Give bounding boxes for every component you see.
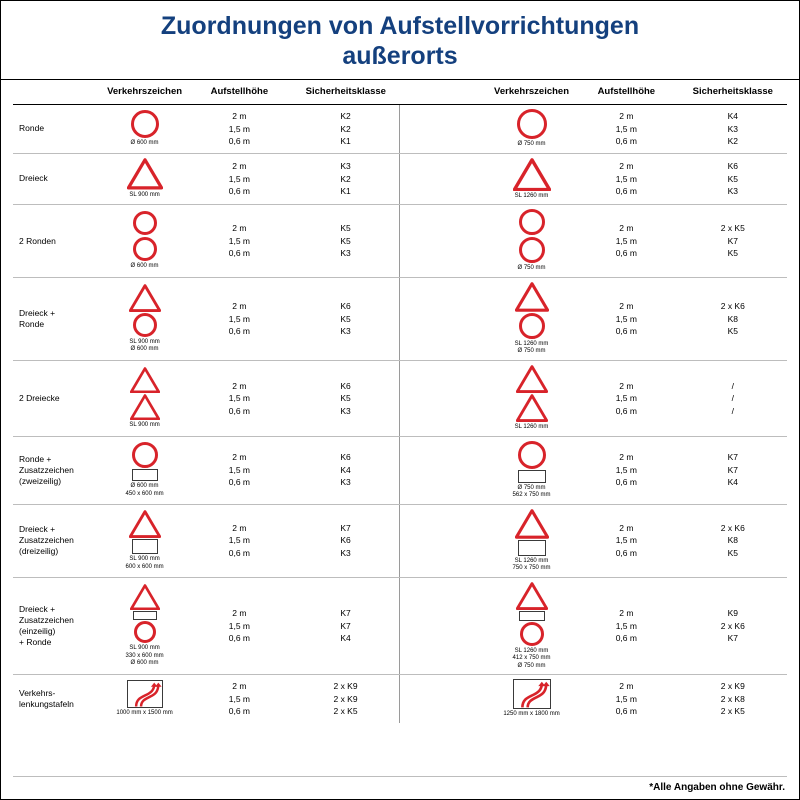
row-label-right xyxy=(400,675,489,723)
height-cell-left xyxy=(187,675,291,723)
header-height-left: Aufstellhöhe xyxy=(187,80,291,105)
sign-cell-left xyxy=(102,577,187,675)
table-body xyxy=(13,105,787,723)
circle-sign-icon xyxy=(133,237,157,261)
sign-cell-left xyxy=(102,153,187,205)
table-row xyxy=(13,105,787,154)
row-label: Dreieck xyxy=(13,153,102,205)
title-line-2: außerorts xyxy=(342,42,458,70)
class-values-left: K6 K5 K3 xyxy=(340,301,351,337)
row-label: 2 Dreiecke xyxy=(13,360,102,436)
header-sign-right: Verkehrszeichen xyxy=(489,80,574,105)
height-values-right: 2 m 1,5 m 0,6 m xyxy=(615,452,637,488)
circle-sign-icon xyxy=(133,313,157,337)
sign-cell-left xyxy=(102,675,187,723)
class-values-left: 2 x K9 2 x K9 2 x K5 xyxy=(333,681,358,717)
sign-cell-left xyxy=(102,504,187,577)
sign-cell-right xyxy=(489,153,574,205)
header-spacer-left xyxy=(13,80,102,105)
circle-sign-icon xyxy=(132,442,158,468)
sign-cell-left xyxy=(102,436,187,504)
height-values-left: 2 m 1,5 m 0,6 m xyxy=(228,608,250,644)
row-label-right xyxy=(400,504,489,577)
height-values-left: 2 m 1,5 m 0,6 m xyxy=(228,301,250,337)
height-values-right: 2 m 1,5 m 0,6 m xyxy=(615,223,637,259)
sign-graphic-right xyxy=(491,365,572,422)
sign-caption-right: SL 1260 mm 750 x 750 mm xyxy=(512,557,551,572)
sign-caption-left: SL 900 mm 330 x 600 mm Ø 600 mm xyxy=(125,645,164,667)
height-cell-left xyxy=(187,577,291,675)
triangle-sign-icon xyxy=(516,582,548,610)
sign-caption-left: Ø 600 mm xyxy=(130,263,159,270)
height-values-right: 2 m 1,5 m 0,6 m xyxy=(615,301,637,337)
sign-caption-left: SL 900 mm Ø 600 mm xyxy=(129,338,160,353)
sign-graphic-left xyxy=(104,680,185,708)
sign-caption-left: 1000 mm x 1500 mm xyxy=(116,710,173,717)
height-cell-left xyxy=(187,153,291,205)
row-label: Dreieck + Zusatzzeichen (einzeilig) + Ronde xyxy=(13,577,102,675)
height-cell-right xyxy=(574,436,678,504)
class-values-left: K6 K4 K3 xyxy=(340,452,351,488)
class-values-left: K7 K7 K4 xyxy=(340,608,351,644)
height-values-right: 2 m 1,5 m 0,6 m xyxy=(615,522,637,558)
row-label-right xyxy=(400,360,489,436)
class-cell-left xyxy=(292,153,400,205)
table-row xyxy=(13,504,787,577)
table-row xyxy=(13,277,787,360)
triangle-sign-icon xyxy=(513,158,551,191)
height-values-right: 2 m 1,5 m 0,6 m xyxy=(615,681,637,717)
row-label: Dreieck + Ronde xyxy=(13,277,102,360)
class-cell-right xyxy=(679,436,787,504)
sign-caption-left: SL 900 mm xyxy=(129,422,160,429)
row-label-right xyxy=(400,436,489,504)
class-cell-right xyxy=(679,577,787,675)
height-cell-left xyxy=(187,436,291,504)
traffic-guidance-panel-icon xyxy=(127,680,163,708)
table-row xyxy=(13,577,787,675)
class-cell-left xyxy=(292,577,400,675)
circle-sign-icon xyxy=(519,237,545,263)
class-cell-right xyxy=(679,153,787,205)
row-label-right xyxy=(400,277,489,360)
triangle-sign-icon xyxy=(130,584,160,610)
title-line-1: Zuordnungen von Aufstellvorrichtungen xyxy=(160,12,640,40)
height-values-left: 2 m 1,5 m 0,6 m xyxy=(228,452,250,488)
class-cell-right xyxy=(679,360,787,436)
page-title xyxy=(1,1,799,80)
sign-graphic-left xyxy=(104,110,185,138)
sign-cell-right xyxy=(489,105,574,154)
supplementary-plate-icon xyxy=(518,540,546,556)
class-values-right: K9 2 x K6 K7 xyxy=(720,608,745,644)
triangle-sign-icon xyxy=(130,394,160,420)
footnote: *Alle Angaben ohne Gewähr. xyxy=(649,782,785,793)
class-cell-right xyxy=(679,205,787,278)
circle-sign-icon xyxy=(519,209,545,235)
height-values-left: 2 m 1,5 m 0,6 m xyxy=(228,380,250,416)
triangle-sign-icon xyxy=(515,282,549,312)
sign-caption-right: Ø 750 mm xyxy=(517,141,546,147)
height-cell-right xyxy=(574,105,678,154)
sign-graphic-left xyxy=(104,284,185,337)
class-cell-right xyxy=(679,504,787,577)
sign-cell-left xyxy=(102,277,187,360)
row-label-right xyxy=(400,153,489,205)
sign-graphic-left xyxy=(104,158,185,190)
row-label: 2 Ronden xyxy=(13,205,102,278)
class-values-right: / / / xyxy=(731,380,734,416)
circle-sign-icon xyxy=(133,211,157,235)
table-row xyxy=(13,675,787,723)
supplementary-plate-icon xyxy=(132,539,158,554)
height-values-left: 2 m 1,5 m 0,6 m xyxy=(228,111,250,146)
sign-caption-right: Ø 750 mm xyxy=(517,265,546,272)
sign-graphic-left xyxy=(104,584,185,643)
supplementary-plate-icon xyxy=(133,611,157,620)
height-values-left: 2 m 1,5 m 0,6 m xyxy=(228,522,250,558)
sign-graphic-right xyxy=(491,441,572,483)
sign-graphic-right xyxy=(491,109,572,139)
assignment-table xyxy=(13,80,787,723)
circle-sign-icon xyxy=(519,313,545,339)
triangle-sign-icon xyxy=(129,510,161,538)
class-values-left: K2 K2 K1 xyxy=(340,111,351,146)
height-cell-right xyxy=(574,675,678,723)
height-values-left: 2 m 1,5 m 0,6 m xyxy=(228,681,250,717)
supplementary-plate-icon xyxy=(518,470,546,483)
sign-cell-left xyxy=(102,105,187,154)
sign-caption-right: SL 1260 mm Ø 750 mm xyxy=(514,340,549,355)
class-cell-right xyxy=(679,277,787,360)
triangle-sign-icon xyxy=(515,509,549,539)
header-class-left: Sicherheitsklasse xyxy=(292,80,400,105)
row-label: Ronde + Zusatzzeichen (zweizeilig) xyxy=(13,436,102,504)
triangle-sign-icon xyxy=(516,394,548,422)
class-values-right: K7 K7 K4 xyxy=(727,452,738,488)
traffic-guidance-panel-icon xyxy=(513,679,551,709)
sign-caption-right: 1250 mm x 1800 mm xyxy=(503,711,560,718)
circle-sign-icon xyxy=(134,621,156,643)
class-cell-left xyxy=(292,205,400,278)
class-cell-left xyxy=(292,277,400,360)
sign-caption-right: SL 1260 mm 412 x 750 mm Ø 750 mm xyxy=(512,647,551,669)
height-cell-left xyxy=(187,277,291,360)
table-row xyxy=(13,153,787,205)
sign-cell-right xyxy=(489,205,574,278)
sign-graphic-right xyxy=(491,158,572,191)
sign-graphic-right xyxy=(491,209,572,263)
class-values-right: 2 x K6 K8 K5 xyxy=(720,301,745,337)
height-cell-right xyxy=(574,360,678,436)
header-spacer-right xyxy=(400,80,489,105)
supplementary-plate-icon xyxy=(519,611,545,621)
class-values-right: 2 x K6 K8 K5 xyxy=(720,522,745,558)
height-cell-right xyxy=(574,577,678,675)
class-cell-left xyxy=(292,675,400,723)
supplementary-plate-icon xyxy=(132,469,158,481)
table-wrapper xyxy=(1,80,799,723)
sign-cell-right xyxy=(489,360,574,436)
table-header xyxy=(13,80,787,105)
height-cell-right xyxy=(574,277,678,360)
class-values-right: K6 K5 K3 xyxy=(727,161,738,197)
sign-cell-right xyxy=(489,675,574,723)
class-values-left: K5 K5 K3 xyxy=(340,223,351,259)
header-sign-left: Verkehrszeichen xyxy=(102,80,187,105)
height-values-right: 2 m 1,5 m 0,6 m xyxy=(615,161,637,197)
table-row xyxy=(13,436,787,504)
height-cell-right xyxy=(574,504,678,577)
row-label: Ronde xyxy=(13,105,102,154)
height-cell-left xyxy=(187,504,291,577)
sign-graphic-right xyxy=(491,282,572,339)
bottom-divider xyxy=(13,776,787,777)
sign-graphic-right xyxy=(491,679,572,709)
header-class-right: Sicherheitsklasse xyxy=(679,80,787,105)
sign-cell-right xyxy=(489,277,574,360)
row-label: Dreieck + Zusatzzeichen (dreizeilig) xyxy=(13,504,102,577)
height-values-right: 2 m 1,5 m 0,6 m xyxy=(615,608,637,644)
sign-cell-left xyxy=(102,360,187,436)
circle-sign-icon xyxy=(131,110,159,138)
height-cell-left xyxy=(187,205,291,278)
sign-caption-right: SL 1260 mm xyxy=(514,424,549,431)
circle-sign-icon xyxy=(518,441,546,469)
class-cell-right xyxy=(679,105,787,154)
triangle-sign-icon xyxy=(130,367,160,393)
class-cell-left xyxy=(292,504,400,577)
sign-cell-right xyxy=(489,504,574,577)
class-values-right: 2 x K9 2 x K8 2 x K5 xyxy=(720,681,745,717)
row-label-right xyxy=(400,105,489,154)
sign-caption-left: Ø 600 mm 450 x 600 mm xyxy=(125,483,164,497)
sign-cell-right xyxy=(489,577,574,675)
sign-graphic-left xyxy=(104,367,185,421)
sign-caption-right: SL 1260 mm xyxy=(514,192,549,199)
row-label: Verkehrs- lenkungstafeln xyxy=(19,687,74,709)
height-values-right: 2 m 1,5 m 0,6 m xyxy=(615,380,637,416)
table-row xyxy=(13,360,787,436)
sign-graphic-left xyxy=(104,510,185,554)
table-row xyxy=(13,205,787,278)
height-values-left: 2 m 1,5 m 0,6 m xyxy=(228,223,250,259)
height-values-left: 2 m 1,5 m 0,6 m xyxy=(228,161,250,197)
class-cell-right xyxy=(679,675,787,723)
triangle-sign-icon xyxy=(127,158,163,190)
triangle-sign-icon xyxy=(516,365,548,393)
height-values-right: 2 m 1,5 m 0,6 m xyxy=(615,111,637,146)
height-cell-left xyxy=(187,105,291,154)
row-label-right xyxy=(400,577,489,675)
sign-graphic-right xyxy=(491,582,572,646)
class-values-right: 2 x K5 K7 K5 xyxy=(720,223,745,259)
height-cell-right xyxy=(574,205,678,278)
height-cell-left xyxy=(187,360,291,436)
row-label-right xyxy=(400,205,489,278)
circle-sign-icon xyxy=(520,622,544,646)
sign-graphic-left xyxy=(104,211,185,261)
sign-graphic-left xyxy=(104,442,185,481)
sign-caption-left: SL 900 mm 600 x 600 mm xyxy=(125,556,164,570)
sign-cell-left xyxy=(102,205,187,278)
class-values-left: K3 K2 K1 xyxy=(340,161,351,197)
class-cell-left xyxy=(292,436,400,504)
sign-cell-right xyxy=(489,436,574,504)
sign-caption-left: Ø 600 mm xyxy=(130,140,159,146)
header-row xyxy=(13,80,787,105)
class-values-left: K6 K5 K3 xyxy=(340,380,351,416)
sign-caption-right: Ø 750 mm 562 x 750 mm xyxy=(512,484,551,499)
triangle-sign-icon xyxy=(129,284,161,312)
header-height-right: Aufstellhöhe xyxy=(574,80,678,105)
height-cell-right xyxy=(574,153,678,205)
class-cell-left xyxy=(292,105,400,154)
sign-graphic-right xyxy=(491,509,572,556)
class-cell-left xyxy=(292,360,400,436)
sign-caption-left: SL 900 mm xyxy=(129,192,160,199)
circle-sign-icon xyxy=(517,109,547,139)
class-values-left: K7 K6 K3 xyxy=(340,522,351,558)
class-values-right: K4 K3 K2 xyxy=(727,111,738,146)
